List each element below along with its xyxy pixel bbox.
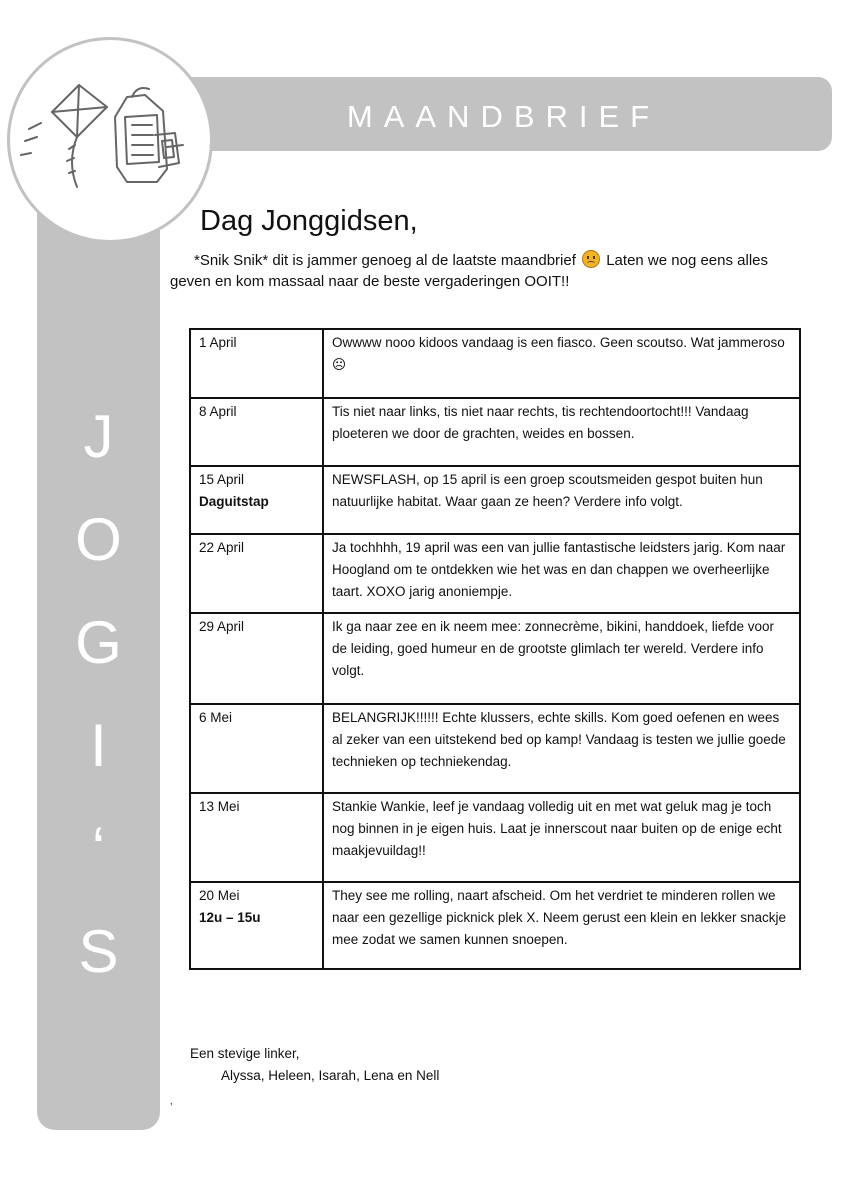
date-label: 8 April [199, 404, 237, 419]
schedule-table [189, 328, 801, 970]
signature-names: Alyssa, Heleen, Isarah, Lena en Nell [221, 1068, 440, 1083]
table-row [190, 466, 800, 534]
date-label: 13 Mei [199, 799, 240, 814]
description-cell: Tis niet naar links, tis niet naar rechts, tis rechtendoortocht!!! Vandaag ploeteren we door de grachten, weides en bossen. [323, 398, 800, 466]
date-cell [190, 793, 323, 882]
table-row [190, 534, 800, 613]
date-cell [190, 882, 323, 969]
description-cell: Stankie Wankie, leef je vandaag volledig uit en met wat geluk mag je toch nog binnen in je eigen huis. Laat je innerscout naar buiten op de enige echt maakjevuildag!! [323, 793, 800, 882]
sidebar-letter: I [90, 712, 107, 779]
kite-backpack-logo-icon [7, 37, 213, 243]
date-label: 22 April [199, 540, 245, 555]
date-label: 1 April [199, 335, 237, 350]
date-label: 29 April [199, 619, 245, 634]
sidebar-letter: ‘ [91, 815, 106, 882]
date-cell [190, 534, 323, 613]
date-label: 6 Mei [199, 710, 233, 725]
description-cell: BELANGRIJK!!!!!! Echte klussers, echte skills. Kom goed oefenen en wees al zeker van een uitstekend bed op kamp! Vandaag is testen we jullie goede technieken op techniekendag. [323, 704, 800, 793]
table-row [190, 704, 800, 793]
sad-face-icon [582, 250, 600, 268]
description-cell: NEWSFLASH, op 15 april is een groep scoutsmeiden gespot buiten hun natuurlijke habitat. Waar gaan ze heen? Verdere info volgt. [323, 466, 800, 534]
description-cell: Ja tochhhh, 19 april was een van jullie fantastische leidsters jarig. Kom naar Hoogland om te ontdekken wie het was en dan chappen we overheerlijke taart. XOXO jarig anoniempje. [323, 534, 800, 613]
intro-text-part1: *Snik Snik* dit is jammer genoeg al de laatste maandbrief [194, 252, 576, 269]
date-label: 20 Mei [199, 888, 240, 903]
date-label: 15 April [199, 472, 245, 487]
date-cell [190, 704, 323, 793]
closing-signature [190, 1043, 439, 1087]
sidebar-letter: S [78, 918, 119, 985]
description-cell: Owwww nooo kidoos vandaag is een fiasco. Geen scoutso. Wat jammeroso ☹ [323, 329, 800, 398]
table-row [190, 882, 800, 969]
date-sublabel: 12u – 15u [199, 910, 261, 925]
sidebar-letter: O [75, 506, 122, 573]
description-cell: Ik ga naar zee en ik neem mee: zonnecrème, bikini, handdoek, liefde voor de leiding, goed humeur en de grootste glimlach ter wereld. Verdere info volgt. [323, 613, 800, 704]
intro-text-part2: Laten we nog eens alles geven en kom massaal naar de beste vergaderingen OOIT!! [170, 252, 769, 290]
date-cell [190, 329, 323, 398]
closing-line: Een stevige linker, [190, 1046, 300, 1061]
sidebar-letters [37, 385, 160, 1003]
description-cell: They see me rolling, naart afscheid. Om het verdriet te minderen rollen we naar een gezellige picknick plek X. Neem gerust een klein en lekker snackje mee zodat we samen kunnen snoepen. [323, 882, 800, 969]
date-sublabel: Daguitstap [199, 494, 269, 509]
date-cell [190, 398, 323, 466]
table-row [190, 793, 800, 882]
stray-mark: ‚ [170, 1093, 173, 1107]
table-row [190, 613, 800, 704]
sidebar-letter: G [75, 609, 122, 676]
intro-paragraph [170, 250, 770, 292]
greeting-heading: Dag Jonggidsen, [200, 205, 418, 237]
date-cell [190, 613, 323, 704]
date-cell [190, 466, 323, 534]
sidebar-letter: J [83, 403, 114, 470]
table-row [190, 398, 800, 466]
page-title: MAANDBRIEF [346, 99, 661, 134]
table-row [190, 329, 800, 398]
